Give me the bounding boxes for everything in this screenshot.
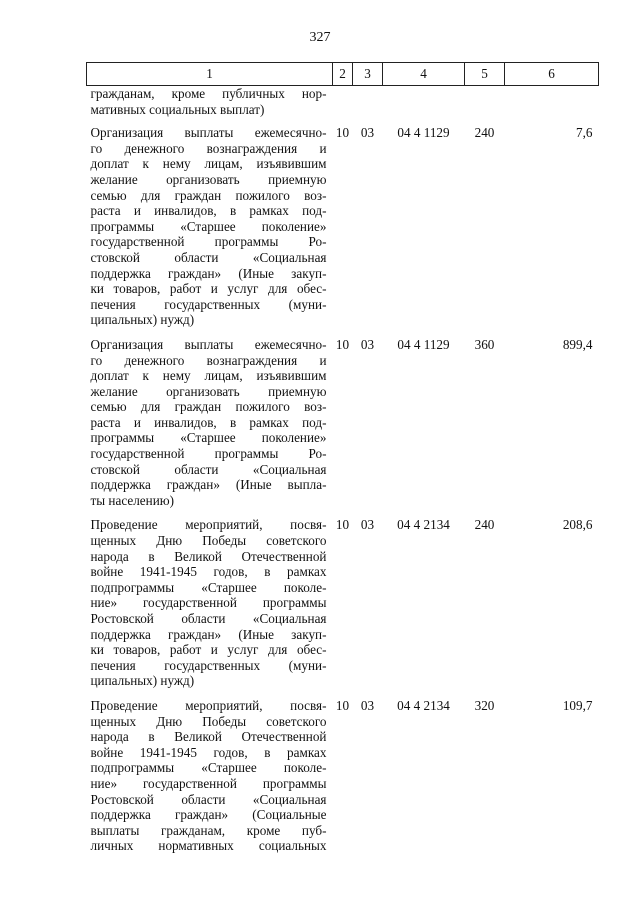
text-line: раста и инвалидов, в рамках под- bbox=[90, 203, 327, 219]
text-line: личных нормативных социальных bbox=[90, 838, 327, 854]
column-header-1: 1 bbox=[87, 63, 333, 86]
text-line: гражданам, кроме публичных нор- bbox=[90, 86, 327, 101]
text-line: подпрограммы «Старшее поколе- bbox=[90, 579, 327, 595]
amount-value: 109,7 bbox=[562, 697, 593, 713]
table-row bbox=[87, 698, 599, 854]
expense-type-code: 240 bbox=[474, 517, 495, 533]
row-description bbox=[87, 337, 333, 518]
continuation-row bbox=[87, 86, 599, 126]
text-line: программы «Старшее поколение» bbox=[90, 430, 327, 446]
text-line: го денежного вознаграждения и bbox=[90, 140, 327, 156]
row-description bbox=[87, 698, 333, 854]
text-line: семью для граждан пожилого воз- bbox=[90, 399, 327, 415]
expense-type-code: 240 bbox=[474, 125, 495, 141]
section-code: 10 bbox=[335, 517, 350, 533]
text-line: ние» государственной программы bbox=[90, 595, 327, 611]
subsection-code: 03 bbox=[360, 697, 375, 713]
text-line: поддержка граждан» (Иные закуп- bbox=[90, 265, 327, 281]
text-line: Организация выплаты ежемесячно- bbox=[90, 336, 327, 352]
text-line: ки товаров, работ и услуг для обес- bbox=[90, 281, 327, 297]
column-header-5: 5 bbox=[465, 63, 505, 86]
text-line: желание организовать приемную bbox=[90, 171, 327, 187]
text-line: войне 1941-1945 годов, в рамках bbox=[90, 564, 327, 580]
expense-type-code: 360 bbox=[474, 336, 495, 352]
section-code: 10 bbox=[335, 697, 350, 713]
text-line: стовской области «Социальная bbox=[90, 461, 327, 477]
target-article-code: 04 4 2134 bbox=[397, 517, 450, 533]
text-line: государственной программы Ро- bbox=[90, 234, 327, 250]
column-header-4: 4 bbox=[383, 63, 465, 86]
section-code: 10 bbox=[335, 125, 350, 141]
target-article-code: 04 4 1129 bbox=[397, 336, 450, 352]
text-line: поддержка граждан» (Иные выпла- bbox=[90, 477, 327, 493]
section-code: 10 bbox=[335, 336, 350, 352]
subsection-code: 03 bbox=[360, 336, 375, 352]
continuation-text bbox=[87, 86, 333, 126]
text-line: подпрограммы «Старшее поколе- bbox=[90, 760, 327, 776]
text-line: Проведение мероприятий, посвя- bbox=[90, 517, 327, 533]
row-description bbox=[87, 125, 333, 337]
expense-type-code: 320 bbox=[474, 697, 495, 713]
target-article-code: 04 4 1129 bbox=[397, 125, 450, 141]
text-line: мативных социальных выплат) bbox=[90, 101, 265, 117]
text-line: народа в Великой Отечественной bbox=[90, 548, 327, 564]
text-line: выплаты гражданам, кроме пуб- bbox=[90, 822, 327, 838]
column-header-2: 2 bbox=[333, 63, 353, 86]
text-line: поддержка граждан» (Иные закуп- bbox=[90, 626, 327, 642]
text-line: щенных Дню Победы советского bbox=[90, 713, 327, 729]
table-row bbox=[87, 125, 599, 337]
column-header-6: 6 bbox=[505, 63, 599, 86]
text-line: народа в Великой Отечественной bbox=[90, 729, 327, 745]
text-line: Организация выплаты ежемесячно- bbox=[90, 125, 327, 141]
text-line: ципальных) нужд) bbox=[90, 673, 195, 689]
text-line: семью для граждан пожилого воз- bbox=[90, 187, 327, 203]
subsection-code: 03 bbox=[360, 517, 375, 533]
text-line: войне 1941-1945 годов, в рамках bbox=[90, 744, 327, 760]
text-line: ние» государственной программы bbox=[90, 775, 327, 791]
subsection-code: 03 bbox=[360, 125, 375, 141]
text-line: желание организовать приемную bbox=[90, 383, 327, 399]
text-line: го денежного вознаграждения и bbox=[90, 352, 327, 368]
text-line: Ростовской области «Социальная bbox=[90, 611, 327, 626]
text-line: поддержка граждан» (Социальные bbox=[90, 807, 327, 823]
column-header-3: 3 bbox=[353, 63, 383, 86]
text-line: ты населению) bbox=[90, 492, 174, 508]
text-line: ки товаров, работ и услуг для обес- bbox=[90, 642, 327, 658]
text-line: раста и инвалидов, в рамках под- bbox=[90, 414, 327, 430]
amount-value: 899,4 bbox=[562, 336, 593, 352]
budget-table bbox=[86, 62, 599, 854]
text-line: программы «Старшее поколение» bbox=[90, 218, 327, 234]
text-line: печения государственных (муни- bbox=[90, 296, 327, 312]
table-row bbox=[87, 337, 599, 518]
text-line: стовской области «Социальная bbox=[90, 249, 327, 265]
row-description bbox=[87, 517, 333, 698]
text-line: доплат к нему лицам, изъявившим bbox=[90, 368, 327, 384]
amount-value: 7,6 bbox=[576, 125, 593, 141]
amount-value: 208,6 bbox=[562, 517, 593, 533]
text-line: государственной программы Ро- bbox=[90, 446, 327, 462]
text-line: Ростовской области «Социальная bbox=[90, 791, 327, 807]
text-line: доплат к нему лицам, изъявившим bbox=[90, 156, 327, 172]
text-line: ципальных) нужд) bbox=[90, 312, 195, 328]
table-row bbox=[87, 517, 599, 698]
table-header-row bbox=[87, 63, 599, 86]
text-line: Проведение мероприятий, посвя- bbox=[90, 697, 327, 713]
text-line: печения государственных (муни- bbox=[90, 657, 327, 673]
page-number: 327 bbox=[309, 30, 331, 45]
text-line: щенных Дню Победы советского bbox=[90, 533, 327, 549]
target-article-code: 04 4 2134 bbox=[397, 697, 450, 713]
